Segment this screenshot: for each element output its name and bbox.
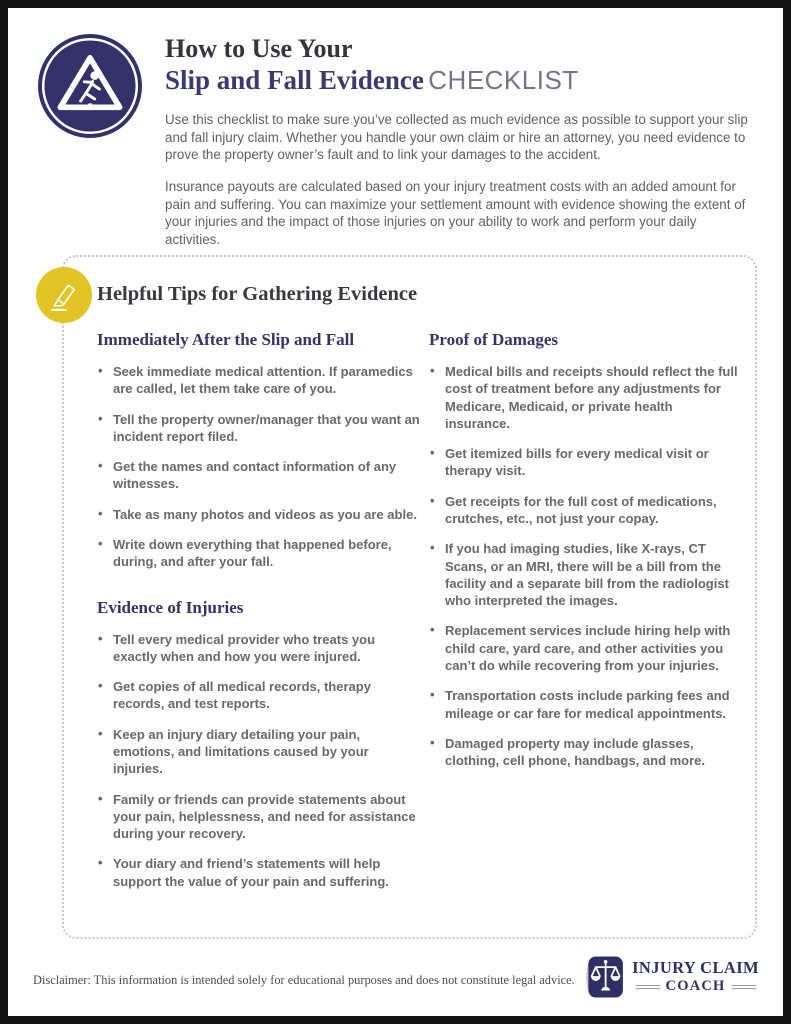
- tips-heading: Helpful Tips for Gathering Evidence: [97, 283, 418, 305]
- list-item: • Get copies of all medical records, therapy records, and test reports.: [97, 678, 421, 713]
- brand-line2: COACH: [665, 978, 726, 995]
- page-title-bold: Slip and Fall Evidence: [165, 65, 424, 96]
- list-item: • Damaged property may include glasses, clothing, cell phone, handbags, and more.: [429, 735, 741, 770]
- section-list: [97, 363, 421, 571]
- list-item: • Seek immediate medical attention. If paramedics are called, let them take care of you.: [97, 363, 421, 398]
- pencil-badge: [36, 267, 92, 323]
- list-item: • Family or friends can provide statements about your pain, helplessness, and need for assistance during your recovery.: [97, 791, 421, 843]
- list-item: • Medical bills and receipts should reflect the full cost of treatment before any adjustments for Medicare, Medicaid, or private health insurance.: [429, 363, 741, 432]
- title-block: [165, 34, 753, 248]
- list-item: • Get the names and contact information of any witnesses.: [97, 458, 421, 493]
- tips-columns: [97, 330, 741, 903]
- right-column: [429, 330, 741, 903]
- brand-wordmark: [632, 959, 759, 995]
- list-item: • Your diary and friend’s statements will help support the value of your pain and suffering.: [97, 855, 421, 890]
- brand-line2-row: [632, 978, 759, 995]
- brand-line1: INJURY CLAIM: [632, 957, 759, 977]
- section-evidence-of-injuries: [97, 598, 421, 890]
- section-immediately-after: [97, 330, 421, 571]
- slip-and-fall-icon: [38, 34, 142, 138]
- intro-paragraphs: [165, 111, 753, 248]
- list-item: • Transportation costs include parking fees and mileage or car fare for medical appointments.: [429, 687, 741, 722]
- disclaimer-text: Disclaimer: This information is intended solely for educational purposes and does not constitute legal advice.: [33, 973, 575, 987]
- list-item: • Keep an injury diary detailing your pain, emotions, and limitations caused by your injuries.: [97, 726, 421, 778]
- list-item: • Get receipts for the full cost of medications, crutches, etc., not just your copay.: [429, 493, 741, 528]
- list-item: • Tell the property owner/manager that you want an incident report filed.: [97, 411, 421, 446]
- list-item: • Replacement services include hiring help with child care, yard care, and other activities you can’t do while recovering from your injuries.: [429, 622, 741, 674]
- list-item: • Write down everything that happened before, during, and after your fall.: [97, 536, 421, 571]
- list-item: • Tell every medical provider who treats you exactly when and how you were injured.: [97, 631, 421, 666]
- list-item: • If you had imaging studies, like X-rays, CT Scans, or an MRI, there will be a bill from the facility and a separate bill from the radiologist who interpreted the images.: [429, 540, 741, 609]
- tips-box: [62, 255, 757, 939]
- page-title-line1: How to Use Your: [165, 34, 353, 63]
- page-title-light: CHECKLIST: [428, 65, 579, 96]
- intro-paragraph-2: Insurance payouts are calculated based on your injury treatment costs with an added amount for pain and suffering. You can maximize your settlement amount with evidence showing the extent of your injuries and the impact of those injuries on your ability to work and perform your daily activities.: [165, 179, 746, 247]
- section-list: [97, 631, 421, 890]
- section-title: Evidence of Injuries: [97, 597, 244, 617]
- list-item: • Take as many photos and videos as you are able.: [97, 506, 421, 523]
- brand-rule-right: [732, 985, 756, 989]
- section-proof-of-damages: [429, 330, 741, 769]
- header: [38, 34, 753, 248]
- intro-paragraph-1: Use this checklist to make sure you’ve collected as much evidence as possible to support your slip and fall injury claim. Whether you handle your own claim or hire an attorney, you need evidence to prove the property owner’s fault and to link your damages to the accident.: [165, 112, 748, 162]
- page-title-line2: [165, 65, 753, 96]
- section-title: Proof of Damages: [429, 330, 559, 349]
- section-list: [429, 363, 741, 769]
- pencil-icon: [42, 273, 86, 317]
- brand-rule-left: [636, 985, 660, 989]
- list-item: • Get itemized bills for every medical visit or therapy visit.: [429, 445, 741, 480]
- brand-logo: [581, 954, 759, 1000]
- scales-icon: [581, 954, 627, 1000]
- section-title: Immediately After the Slip and Fall: [97, 330, 355, 349]
- left-column: [97, 330, 421, 903]
